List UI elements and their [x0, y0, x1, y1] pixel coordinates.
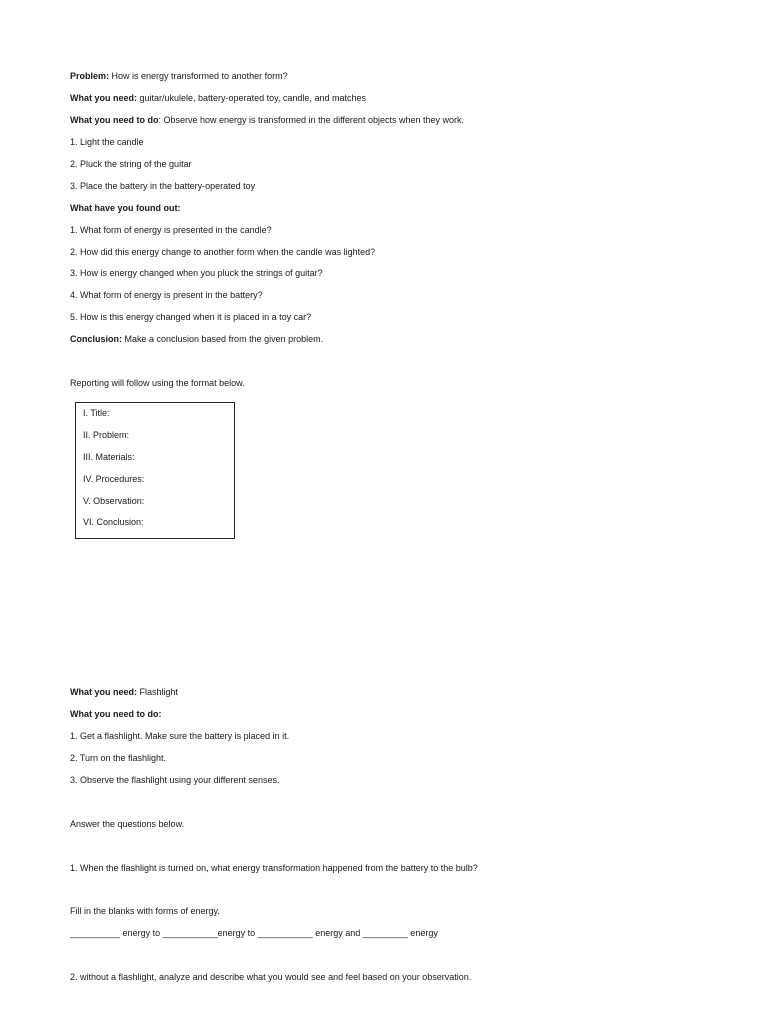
report-format-box — [75, 402, 235, 539]
conclusion-text: Make a conclusion based from the given problem. — [122, 334, 324, 344]
todo-label: What you need to do — [70, 115, 159, 125]
materials-text: guitar/ukulele, battery-operated toy, candle, and matches — [137, 93, 366, 103]
flashlight-materials-label: What you need: — [70, 687, 137, 697]
fill-in-blanks: __________ energy to ___________energy to ___________ energy and _________ energy — [70, 928, 438, 938]
flashlight-step-3: 3. Observe the flashlight using your different senses. — [70, 775, 280, 785]
conclusion-line — [70, 333, 323, 345]
format-item-title: I. Title: — [83, 408, 110, 418]
flashlight-step-2: 2. Turn on the flashlight. — [70, 753, 167, 763]
materials-line — [70, 92, 366, 104]
question-3: 3. How is energy changed when you pluck the strings of guitar? — [70, 268, 323, 278]
reporting-intro: Reporting will follow using the format below. — [70, 378, 245, 388]
answer-intro: Answer the questions below. — [70, 819, 185, 829]
conclusion-label: Conclusion: — [70, 334, 122, 344]
format-item-observation: V. Observation: — [83, 496, 145, 506]
step-3: 3. Place the battery in the battery-operated toy — [70, 181, 256, 191]
format-item-procedures: IV. Procedures: — [83, 474, 145, 484]
problem-label: Problem: — [70, 71, 110, 81]
step-1: 1. Light the candle — [70, 137, 144, 147]
todo-text: : Observe how energy is transformed in the different objects when they work. — [158, 115, 464, 125]
found-out-label: What have you found out: — [70, 203, 181, 213]
format-item-problem: II. Problem: — [83, 430, 130, 440]
found-out-heading — [70, 202, 181, 214]
fill-in-intro: Fill in the blanks with forms of energy. — [70, 906, 220, 916]
step-2: 2. Pluck the string of the guitar — [70, 159, 192, 169]
question-1: 1. What form of energy is presented in the candle? — [70, 225, 272, 235]
flashlight-materials-line — [70, 686, 178, 698]
question-5: 5. How is this energy changed when it is placed in a toy car? — [70, 312, 312, 322]
problem-text: How is energy transformed to another form? — [109, 71, 288, 81]
flashlight-todo-label: What you need to do: — [70, 709, 162, 719]
question-2: 2. How did this energy change to another form when the candle was lighted? — [70, 247, 376, 257]
format-item-materials: III. Materials: — [83, 452, 135, 462]
flashlight-question-1: 1. When the flashlight is turned on, what energy transformation happened from the battery to the bulb? — [70, 863, 478, 873]
flashlight-materials-text: Flashlight — [137, 687, 179, 697]
flashlight-todo-heading — [70, 708, 162, 720]
flashlight-step-1: 1. Get a flashlight. Make sure the battery is placed in it. — [70, 731, 290, 741]
flashlight-question-2: 2. without a flashlight, analyze and describe what you would see and feel based on your observation. — [70, 972, 472, 982]
problem-line — [70, 70, 288, 82]
format-item-conclusion: VI. Conclusion: — [83, 517, 144, 527]
materials-label: What you need: — [70, 93, 137, 103]
todo-line — [70, 114, 464, 126]
question-4: 4. What form of energy is present in the battery? — [70, 290, 263, 300]
